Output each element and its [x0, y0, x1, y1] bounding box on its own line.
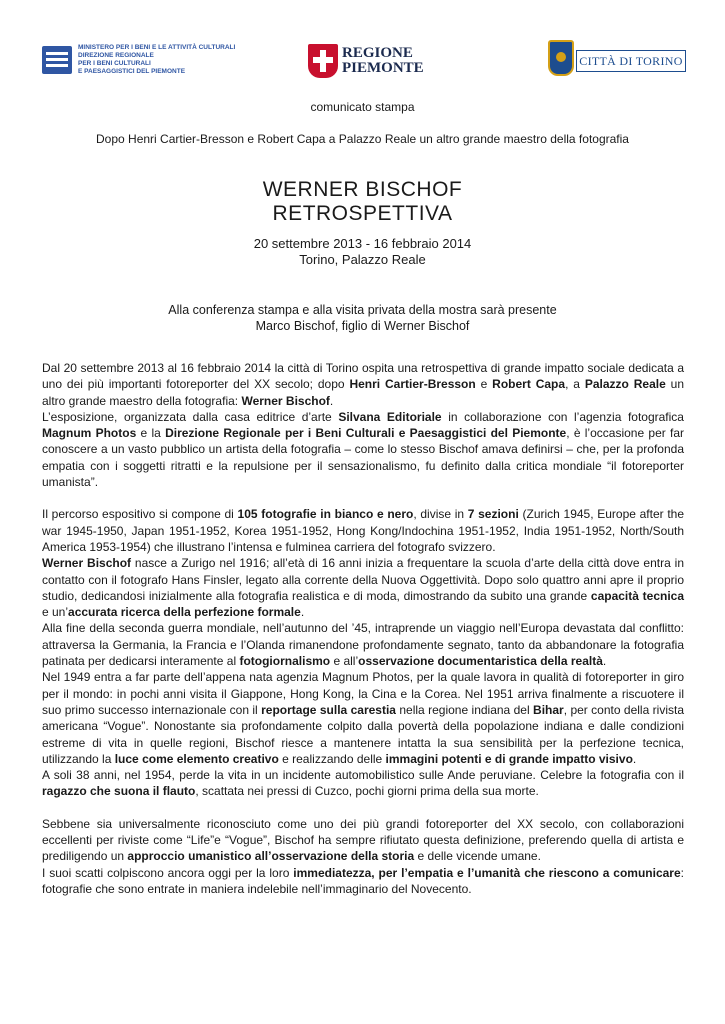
regione-piemonte-logo	[308, 42, 424, 82]
piemonte-shield-icon	[308, 44, 338, 78]
exhibition-info	[0, 236, 725, 268]
paragraph: Alla fine della seconda guerra mondiale, nell’autunno del ’45, intraprende un viaggio nell’Europa devastata dal conflitto: attraversa la Germania, la Francia e l’Olanda rimanendone profondamente segnato, tanto da abbandonare la fotografia patinata per dedicarsi interamente al fotogiornalismo e all’osservazione documentaristica della realtà.	[42, 621, 684, 669]
torino-label: CITTÀ DI TORINO	[576, 50, 686, 72]
piemonte-text	[342, 46, 424, 76]
exhibition-venue: Torino, Palazzo Reale	[299, 252, 426, 267]
tagline: Dopo Henri Cartier-Bresson e Robert Capa a Palazzo Reale un altro grande maestro della fotografia	[96, 132, 629, 146]
mibac-line: E PAESAGGISTICI DEL PIEMONTE	[78, 68, 186, 75]
paragraph: Sebbene sia universalmente riconosciuto come uno dei più grandi fotoreporter del XX secolo, con collaborazioni eccellenti per riviste come “Life”e “Vogue”, Bischof ha sempre rifiutato questa definizione, preferendo quella di artista e prediligendo un approccio umanistico all’osservazione della storia e delle vicende umane.	[42, 816, 684, 864]
title-line1: WERNER BISCHOF	[262, 178, 463, 201]
mibac-text	[78, 44, 236, 76]
citta-di-torino-logo	[548, 40, 688, 82]
paragraph: L’esposizione, organizzata dalla casa editrice d’arte Silvana Editoriale in collaborazione con l’agenzia fotografica Magnum Photos e la Direzione Regionale per i Beni Culturali e Paesaggistici del Piemonte, è l’occasione per far conoscere a un vasto pubblico un artista della fotografia – come lo stesso Bischof amava definirsi – che, per la profonda empatia con i soggetti ritratti e la repulsione per il sensazionalismo, fu definito dalla critica mondiale “il fotoreporter umanista”.	[42, 409, 685, 490]
body-text	[42, 360, 684, 897]
paragraph: A soli 38 anni, nel 1954, perde la vita in un incidente automobilistico sulle Ande peruviane. Celebre la fotografia con il ragazzo che suona il flauto, scattata nei pressi di Cuzco, pochi giorni prima della sua morte.	[42, 768, 684, 799]
paragraph: Nel 1949 entra a far parte dell’appena nata agenzia Magnum Photos, per la quale lavora in qualità di fotoreporter in giro per il mondo: in pochi anni visita il Giappone, Hong Kong, la Cina e la Corea. Nel 1951 arriva finalmente a riscuotere il suo primo successo internazionale con il reportage sulla carestia nella regione indiana del Bihar, per conto della rivista americana “Vogue”. Nonostante sia profondamente colpito dalla povertà della popolazione indiana e dalle condizioni estreme di vita in quelle regioni, Bischof riesce a mantenere intatta la sua sensibilità per la perfezione tecnica, utilizzando la luce come elemento creativo e realizzando delle immagini potenti e di grande impatto visivo.	[42, 670, 685, 766]
mibac-emblem-icon	[42, 46, 72, 74]
page-title	[0, 178, 725, 226]
paragraph: I suoi scatti colpiscono ancora oggi per la loro immediatezza, per l’empatia e l’umanità che riescono a comunicare: fotografie che sono entrate in maniera indelebile nell’immaginario del Novecento.	[42, 865, 684, 896]
press-conference-note	[0, 302, 725, 334]
title-line2: RETROSPETTIVA	[272, 202, 453, 225]
paragraph: Il percorso espositivo si compone di 105 fotografie in bianco e nero, divise in 7 sezioni (Zurich 1945, Europe after the war 1945-1950, Japan 1951-1952, Korea 1951-1952, Hong Kong/Indochina 1951-1952, India 1951-1952, North/South America 1953-1954) che illustrano l’intensa e fulminea carriera del fotografo svizzero.	[42, 507, 684, 554]
mibac-logo	[42, 44, 236, 80]
mibac-line: DIREZIONE REGIONALE	[78, 52, 154, 59]
mibac-line: PER I BENI CULTURALI	[78, 60, 151, 67]
torino-crest-icon	[548, 40, 574, 76]
piemonte-line1: REGIONE	[342, 45, 413, 61]
paragraph: Dal 20 settembre 2013 al 16 febbraio 2014 la città di Torino ospita una retrospettiva di grande impatto sociale dedicata a uno dei più importanti fotoreporter del XX secolo; dopo Henri Cartier-Bresson e Robert Capa, a Palazzo Reale un altro grande maestro della fotografia: Werner Bischof.	[42, 361, 685, 408]
piemonte-line2: PIEMONTE	[342, 60, 424, 76]
conf-line2: Marco Bischof, figlio di Werner Bischof	[255, 319, 470, 333]
exhibition-dates: 20 settembre 2013 - 16 febbraio 2014	[253, 236, 472, 251]
mibac-line: MINISTERO PER I BENI E LE ATTIVITÀ CULTURALI	[78, 44, 236, 51]
conf-line1: Alla conferenza stampa e alla visita privata della mostra sarà presente	[168, 303, 557, 317]
comunicato-label: comunicato stampa	[310, 100, 415, 114]
paragraph: Werner Bischof nasce a Zurigo nel 1916; all’età di 16 anni inizia a frequentare la scuola d’arte della città dove entra in contatto con il fotografo Hans Finsler, legato alla corrente della Nuova Oggettività. Dopo solo quattro anni apre il proprio studio, dedicandosi inizialmente alla fotografia realistica e di moda, dimostrando da subito una grande capacità tecnica e un’accurata ricerca della perfezione formale.	[42, 556, 684, 620]
header	[0, 38, 725, 88]
